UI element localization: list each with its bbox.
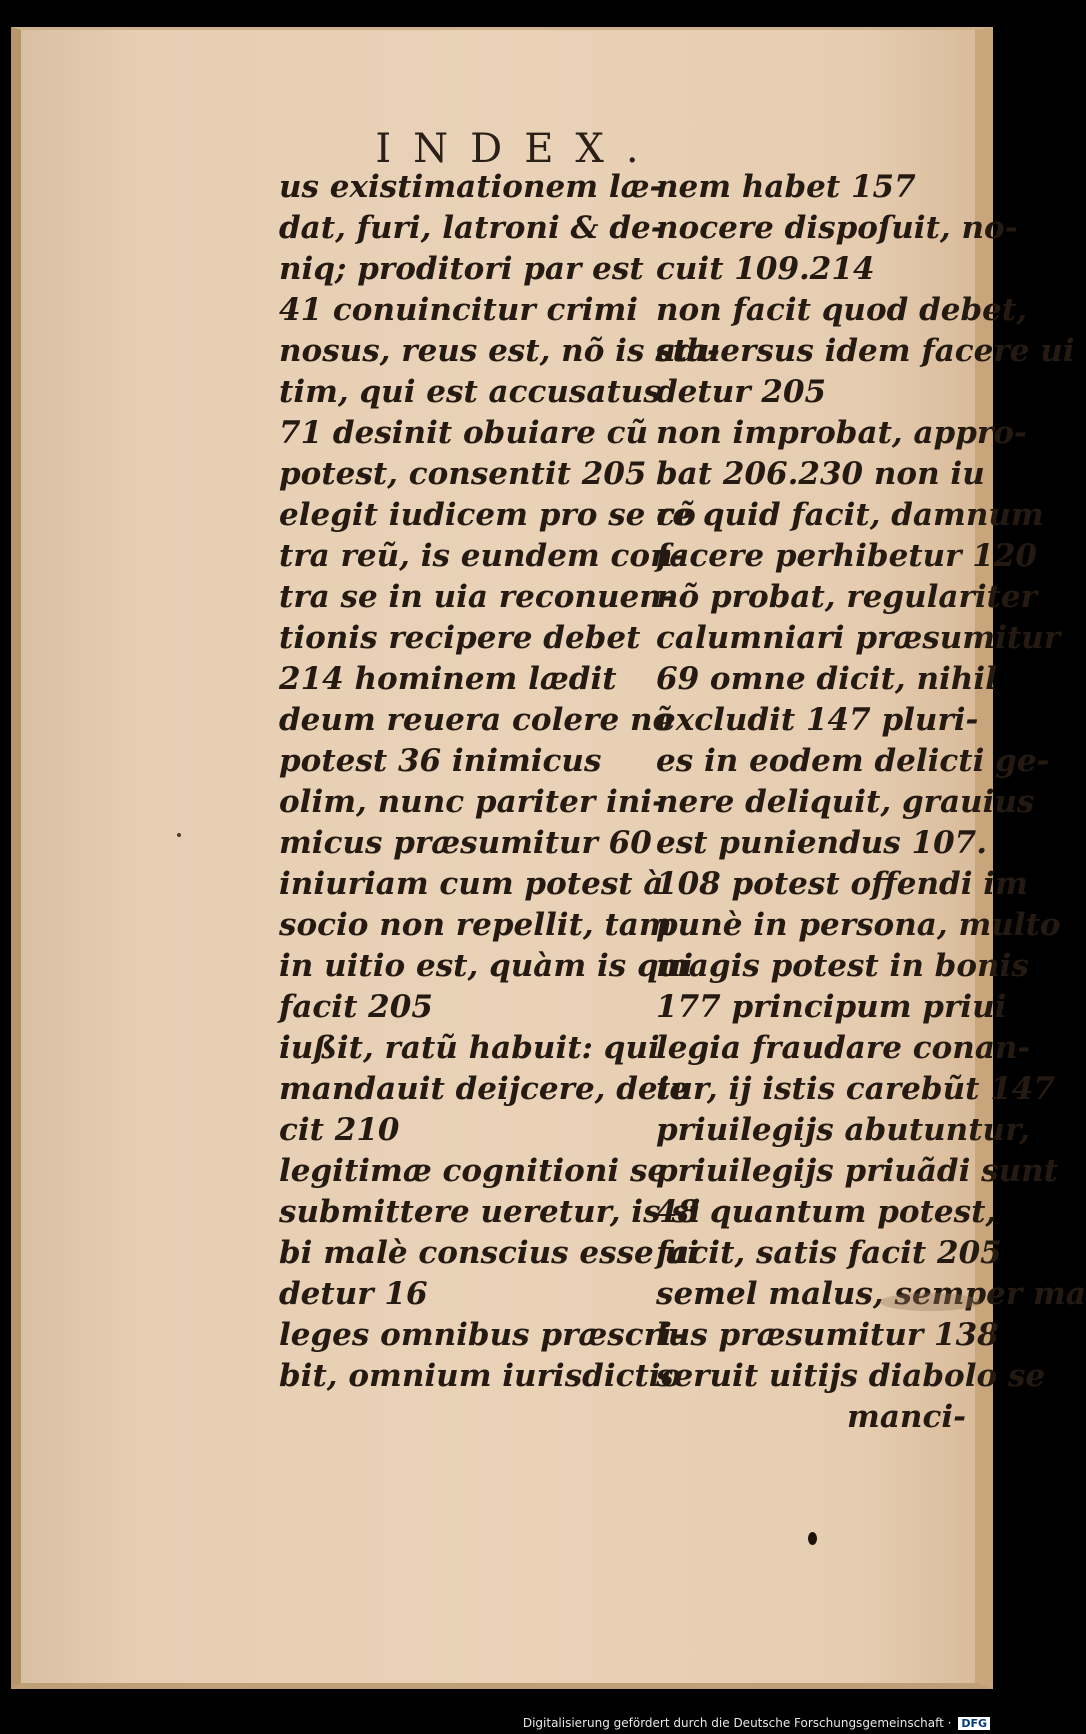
right-column-line: nocere dispoſuit, no- [656,210,1018,246]
right-column-line: bat 206.230 non iu [656,456,985,492]
catchword: manci- [847,1399,966,1435]
right-column-line: nem habet 157 [656,169,916,205]
right-column-line: tur, ij istis carebũt 147 [656,1071,1055,1107]
right-column-line: re quid facit, damnum [656,497,1044,533]
right-column-line: semel malus, semper ma [656,1276,1086,1312]
left-column-line: facit 205 [279,989,433,1025]
left-column-line: 41 conuincitur crimi [279,292,639,328]
dfg-logo: DFG [958,1717,990,1730]
left-column-line: dat, furi, latroni & de- [279,210,664,246]
right-column-line: magis potest in bonis [656,948,1029,984]
left-column-line: iußit, ratũ habuit: qui [279,1030,660,1066]
right-column [656,167,1086,1438]
left-column-line: tionis recipere debet [279,620,641,656]
right-column-line: lus præsumitur 138 [656,1317,999,1353]
footer-credit [523,1716,990,1730]
left-column-line: niq; proditori par est [279,251,644,287]
right-column-line: priuilegijs priuãdi sunt [656,1153,1059,1189]
right-column-line: est puniendus 107. [656,825,988,861]
left-column-line: tra se in uia reconuen- [279,579,675,615]
right-column-line: non improbat, appro- [656,415,1027,451]
right-column-line: facere perhibetur 120 [656,538,1038,574]
ink-mark [808,1532,817,1545]
left-column-line: in uitio est, quàm is qui [279,948,693,984]
ink-speck [177,833,181,837]
left-column-line: mandauit deijcere, deie [279,1071,690,1107]
left-column-line: detur 16 [279,1276,428,1312]
right-column-line: legia fraudare conan- [656,1030,1031,1066]
left-column-line: leges omnibus præscri- [279,1317,685,1353]
footer-text: Digitalisierung gefördert durch die Deutsche Forschungsgemeinschaft · [522,1716,952,1730]
right-column-line: nere deliquit, grauius [656,784,1035,820]
left-column-line: 214 hominem lædit [279,661,617,697]
left-column-line: micus præsumitur 60 [279,825,652,861]
left-column-line: socio non repellit, tam [279,907,672,943]
left-column-line: iniuriam cum potest à [279,866,664,902]
left-column-line: tim, qui est accusatus [279,374,661,410]
left-column-line: potest, consentit 205 [279,456,647,492]
right-column-line: priuilegijs abutuntur, [656,1112,1030,1148]
left-column-line: legitimæ cognitioni se [279,1153,668,1189]
left-column-line: potest 36 inimicus [279,743,602,779]
paper-stain [880,1293,980,1311]
left-column-line: 71 desinit obuiare cũ [279,415,649,451]
left-column-line: nosus, reus est, nõ is sta- [279,333,720,369]
left-column-line: cit 210 [279,1112,400,1148]
left-column-line: tra reũ, is eundem con- [279,538,686,574]
right-column-line: facit, satis facit 205 [656,1235,1002,1271]
book-page [11,27,1086,1689]
right-column-line: cuit 109.214 [656,251,875,287]
right-column-line: detur 205 [656,374,827,410]
left-column-line: submittere ueretur, is si [279,1194,701,1230]
right-column-line: calumniari præsumitur [656,620,1061,656]
right-column-line: non facit quod debet, [656,292,1028,328]
right-column-line: seruit uitijs diabolo se [656,1358,1046,1394]
right-column-line: nõ probat, regulariter [656,579,1037,615]
right-column-line: 48 quantum potest, [656,1194,997,1230]
right-column-line: excludit 147 pluri- [656,702,979,738]
left-column-line: elegit iudicem pro se cõ [279,497,696,533]
right-column-line: 177 principum priui [656,989,1007,1025]
right-column-line: es in eodem delicti ge- [656,743,1050,779]
left-column-line: bit, omnium iurisdictio [279,1358,682,1394]
page-heading: INDEX. [375,126,661,172]
right-column-line: aduersus idem facere ui [656,333,1075,369]
left-column-line: deum reuera colere nõ [279,702,674,738]
right-column-line: 69 omne dicit, nihil [656,661,997,697]
left-column [279,167,720,1397]
left-column-line: bi malè conscius esse ui [279,1235,699,1271]
right-column-line: punè in persona, multo [656,907,1061,943]
left-column-line: us existimationem læ- [279,169,663,205]
left-column-line: olim, nunc pariter ini- [279,784,665,820]
right-column-line: 108 potest offendi im [656,866,1028,902]
